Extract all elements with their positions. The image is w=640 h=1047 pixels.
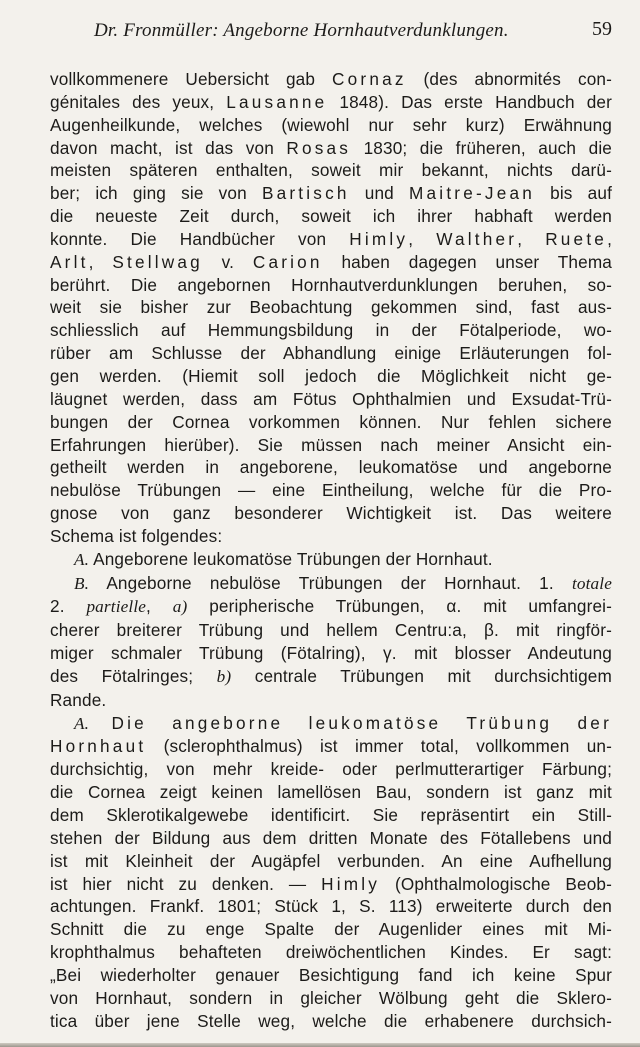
text-run: ist mit Kleinheit der Augäpfel verbunden. An eine Aufhellung xyxy=(50,850,612,871)
text-run: (sclerophthalmus) ist immer total, vollkommen un- xyxy=(146,736,612,757)
text-run: centrale Trübungen mit durchsichtigem xyxy=(231,665,612,686)
spaced-name: Die angeborne leukomatöse Trübung der xyxy=(111,712,612,733)
text-run: Augenheilkunde, welches (wiewohl nur sehr kurz) Erwähnung xyxy=(50,114,612,135)
spaced-name: Cornaz xyxy=(332,69,407,89)
text-run: 2. xyxy=(50,596,87,617)
text-run: läugnet werden, dass am Fötus Ophthalmien und Exsudat-Trü- xyxy=(50,388,612,409)
text-line xyxy=(50,411,612,434)
text-run: Schema ist folgendes: xyxy=(50,525,223,546)
spaced-name: Maitre-Jean xyxy=(409,183,535,204)
text-line xyxy=(50,548,612,572)
text-run: berührt. Die angebornen Hornhautverdunklungen beruhen, so- xyxy=(50,274,612,295)
text-run: gnose von ganz besonderer Wichtigkeit ist. Das weitere xyxy=(50,503,612,524)
italic-text: b) xyxy=(216,666,232,686)
spaced-name: Himly xyxy=(321,873,381,894)
text-line xyxy=(50,159,612,182)
text-run: 1830; die früheren, auch die xyxy=(351,137,612,158)
text-line xyxy=(50,595,612,619)
text-run: v. xyxy=(202,251,253,272)
text-line xyxy=(50,642,612,665)
text-line xyxy=(50,251,612,274)
text-line xyxy=(50,758,612,781)
text-line xyxy=(50,205,612,228)
text-run: krophthalmus behafteten dreiwöchentlichen Kindes. Er sagt: xyxy=(50,942,612,963)
text-run: dem Sklerotikalgewebe identificirt. Sie repräsentirt ein Still- xyxy=(50,805,612,825)
text-run: davon macht, ist das von xyxy=(50,137,287,158)
text-line xyxy=(50,479,612,502)
text-run xyxy=(89,713,111,733)
italic-text: totale xyxy=(571,573,612,593)
text-run: achtungen. Frankf. 1801; Stück 1, S. 113) erweiterte durch den xyxy=(50,896,612,917)
text-run: weit sie bisher zur Beobachtung gekommen sind, fast aus- xyxy=(50,297,612,318)
text-run: durchsichtig, von mehr kreide- oder perlmutterartiger Färbung; xyxy=(50,759,612,780)
page-edge-shadow xyxy=(0,1043,640,1047)
text-run: bungen der Cornea vorkommen können. Nur fehlen sichere xyxy=(50,411,612,432)
text-run: , xyxy=(607,228,612,249)
text-run: die neueste Zeit durch, soweit ich ihrer habhaft werden xyxy=(50,206,612,227)
text-line xyxy=(50,1010,612,1033)
spaced-name: Carion xyxy=(252,251,323,272)
spaced-name: Ruete xyxy=(545,228,608,249)
text-run: konnte. Die Handbücher von xyxy=(50,228,350,249)
italic-text: partielle xyxy=(86,597,147,617)
text-line xyxy=(50,342,612,365)
spaced-name: Rosas xyxy=(286,137,352,158)
text-line xyxy=(50,918,612,941)
text-line xyxy=(50,365,612,388)
text-run: Erfahrungen hierüber). Sie müssen nach meiner Ansicht ein- xyxy=(50,434,612,455)
text-line xyxy=(50,572,612,596)
running-title: Dr. Fronmüller: Angeborne Hornhautverdunklungen. xyxy=(94,20,509,41)
text-run: schliesslich auf Hemmungsbildung in der Fötalperiode, wo- xyxy=(50,320,612,341)
spaced-name: Bartisch xyxy=(261,183,350,204)
text-run: und xyxy=(349,183,410,204)
italic-text: A. xyxy=(74,713,90,733)
text-run: bis auf xyxy=(534,183,612,204)
text-line xyxy=(50,619,612,642)
text-line xyxy=(50,525,612,548)
text-line xyxy=(50,827,612,850)
text-line xyxy=(50,296,612,319)
italic-text: a) xyxy=(172,597,188,617)
text-run: (des abnormités con- xyxy=(406,69,612,89)
text-run: , xyxy=(88,251,113,272)
spaced-name: Lausanne xyxy=(226,91,328,112)
text-line xyxy=(50,689,612,712)
text-line xyxy=(50,781,612,804)
text-line xyxy=(50,987,612,1010)
text-run: Rande. xyxy=(50,689,107,710)
text-run: rüber am Schlusse der Abhandlung einige Erläuterungen fol- xyxy=(50,343,612,364)
text-run: meisten späteren enthalten, soweit mir bekannt, nichts darü- xyxy=(50,160,612,181)
text-line xyxy=(50,735,612,758)
text-run: , xyxy=(146,596,173,617)
spaced-name: Himly xyxy=(349,228,409,249)
text-line xyxy=(50,114,612,137)
text-line xyxy=(50,228,612,251)
text-run: ber; ich ging sie von xyxy=(50,183,262,204)
text-line xyxy=(50,964,612,987)
text-line xyxy=(50,182,612,205)
text-run: vollkommenere Uebersicht gab xyxy=(50,69,333,89)
spaced-name: Hornhaut xyxy=(50,736,147,757)
spaced-name: Stellwag xyxy=(112,251,203,272)
text-line xyxy=(50,319,612,342)
body-text xyxy=(50,68,612,1032)
text-run: getheilt werden in angeborene, leukomatöse und angeborne xyxy=(50,457,612,478)
text-line xyxy=(50,895,612,918)
text-run: „Bei wiederholter genauer Besichtigung fand ich keine Spur xyxy=(50,964,612,985)
text-run: tica über jene Stelle weg, welche die erhabenere durchsich- xyxy=(50,1010,612,1031)
text-run: 1848). Das erste Handbuch der xyxy=(327,91,612,112)
text-run: génitales des yeux, xyxy=(50,91,227,112)
text-run: peripherische Trübungen, α. mit umfangrei- xyxy=(187,596,613,617)
text-run: stehen der Bildung aus dem dritten Monate des Fötallebens und xyxy=(50,827,612,848)
page-number: 59 xyxy=(592,18,612,40)
text-run: von Hornhaut, sondern in gleicher Wölbung geht die Sklero- xyxy=(50,987,612,1008)
text-run: ist hier nicht zu denken. — xyxy=(50,873,322,894)
text-line xyxy=(50,941,612,964)
text-run: haben dagegen unser Thema xyxy=(322,251,612,272)
spaced-name: Walther xyxy=(436,228,518,249)
text-run: , xyxy=(517,228,546,249)
text-run: Angeborne nebulöse Trübungen der Hornhaut. 1. xyxy=(89,572,572,593)
text-line xyxy=(50,434,612,457)
italic-text: A. xyxy=(74,549,90,569)
text-line xyxy=(50,804,612,827)
text-line xyxy=(50,137,612,160)
text-line xyxy=(50,456,612,479)
text-line xyxy=(50,502,612,525)
text-line xyxy=(50,388,612,411)
text-run: , xyxy=(408,228,437,249)
text-run: Schnitt die zu enge Spalte der Augenlider eines mit Mi- xyxy=(50,919,612,940)
text-run: miger schmaler Trübung (Fötalring), γ. mit blosser Andeutung xyxy=(50,643,612,664)
text-line xyxy=(50,91,612,114)
text-run: die Cornea zeigt keinen lamellösen Bau, sondern ist ganz mit xyxy=(50,782,612,803)
text-line xyxy=(50,274,612,297)
text-line xyxy=(50,68,612,91)
text-run: gen werden. (Hiemit soll jedoch die Möglichkeit nicht ge- xyxy=(50,365,612,386)
text-line xyxy=(50,665,612,689)
text-run: nebulöse Trübungen — eine Eintheilung, welche für die Pro- xyxy=(50,480,612,501)
text-line xyxy=(50,850,612,873)
text-run: (Ophthalmologische Beob- xyxy=(380,873,612,894)
italic-text: B. xyxy=(74,573,90,593)
spaced-name: Arlt xyxy=(50,251,89,272)
text-run: Angeborene leukomatöse Trübungen der Hornhaut. xyxy=(89,548,493,569)
text-run: cherer breiterer Trübung und hellem Centru:a, β. mit ringför- xyxy=(50,620,612,641)
text-run: des Fötalringes; xyxy=(50,665,217,686)
text-line xyxy=(50,712,612,736)
running-head xyxy=(50,18,612,58)
text-line xyxy=(50,873,612,896)
